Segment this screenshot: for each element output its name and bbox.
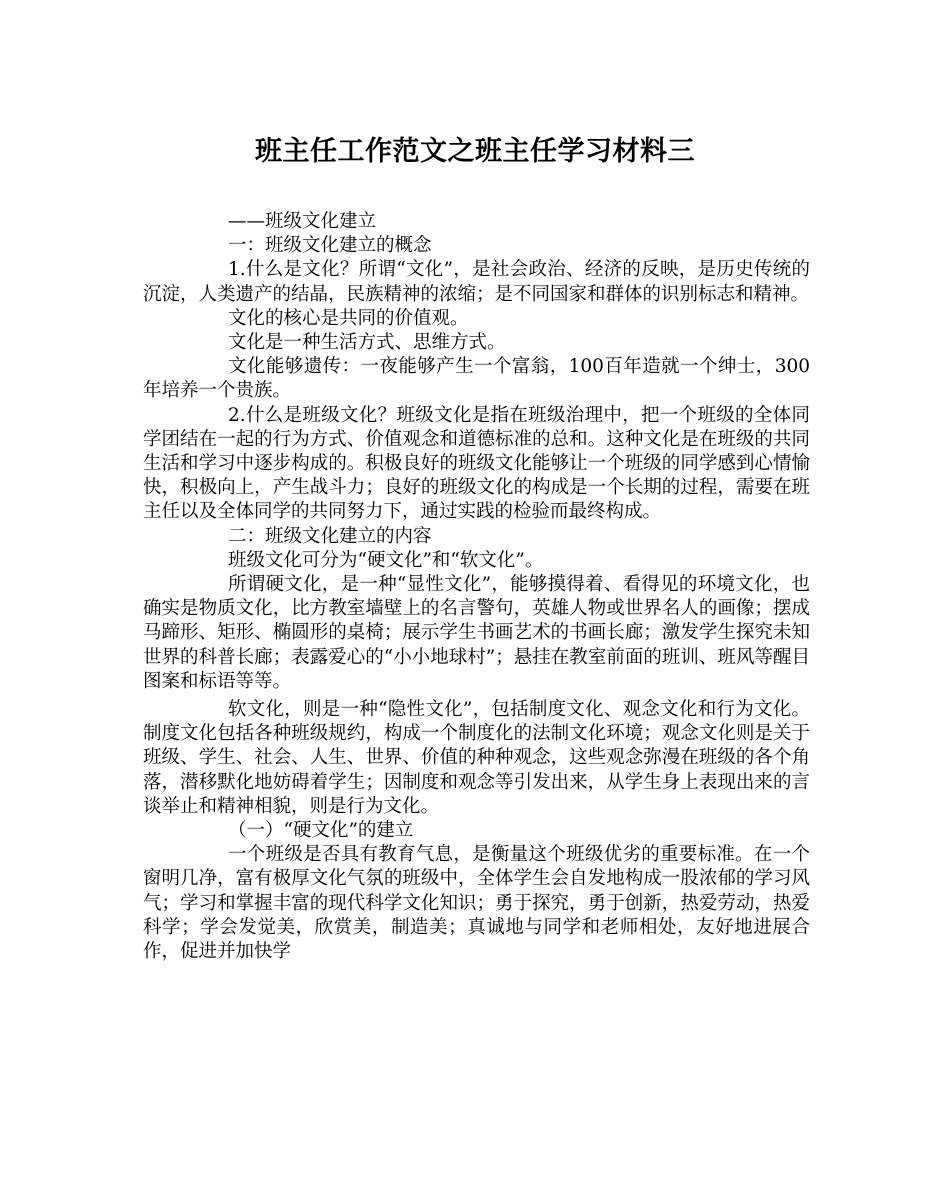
document-body (143, 210, 810, 964)
paragraph-culture-types: 班级文化可分为“硬文化”和“软文化”。 (228, 549, 544, 571)
section-heading-1: 一：班级文化建立的概念 (228, 235, 432, 257)
paragraph-what-is-culture: 1.什么是文化？所谓“文化”，是社会政治、经济的反映，是历史传统的沉淀，人类遗产的结晶，民族精神的浓缩；是不同国家和群体的识别标志和精神。 (143, 259, 810, 305)
section-heading-2: 二：班级文化建立的内容 (228, 525, 432, 547)
subsection-heading-hard-culture: （一）“硬文化”的建立 (228, 820, 414, 842)
paragraph-soft-culture: 软文化，则是一种“隐性文化”，包括制度文化、观念文化和行为文化。制度文化包括各种班级规约，构成一个制度化的法制文化环境；观念文化则是关于班级、学生、社会、人生、世界、价值的种种观念，这些观念弥漫在班级的各个角落，潜移默化地妨碍着学生；因制度和观念等引发出来，从学生身上表现出来的言谈举止和精神相貌，则是行为文化。 (143, 699, 810, 817)
paragraph-hard-culture: 所谓硬文化，是一种“显性文化”，能够摸得着、看得见的环境文化，也确实是物质文化，比方教室墙壁上的名言警句，英雄人物或世界名人的画像；摆成马蹄形、矩形、椭圆形的桌椅；展示学生书画艺术的书画长廊；激发学生探究未知世界的科普长廊；表露爱心的“小小地球村”；悬挂在教室前面的班训、班风等醒目图案和标语等等。 (143, 574, 810, 692)
paragraph-culture-inheritance: 文化能够遗传：一夜能够产生一个富翁，100百年造就一个绅士，300年培养一个贵族。 (143, 356, 810, 402)
paragraph-culture-lifestyle: 文化是一种生活方式、思维方式。 (228, 332, 506, 354)
paragraph-class-atmosphere: 一个班级是否具有教育气息，是衡量这个班级优劣的重要标准。在一个窗明几净，富有极厚文化气氛的班级中，全体学生会自发地构成一股浓郁的学习风气；学习和掌握丰富的现代科学文化知识；勇于探究，勇于创新，热爱劳动，热爱科学；学会发觉美，欣赏美，制造美；真诚地与同学和老师相处，友好地进展合作，促进并加快学 (143, 844, 810, 963)
paragraph-what-is-class-culture: 2.什么是班级文化？班级文化是指在班级治理中，把一个班级的全体同学团结在一起的行为方式、价值观念和道德标准的总和。这种文化是在班级的共同生活和学习中逐步构成的。积极良好的班级文化能够让一个班级的同学感到心情愉快，积极向上，产生战斗力；良好的班级文化的构成是一个长期的过程，需要在班主任以及全体同学的共同努力下，通过实践的检验而最终构成。 (143, 404, 810, 523)
subtitle-paragraph: ——班级文化建立 (228, 211, 377, 232)
document-title: 班主任工作范文之班主任学习材料三 (255, 136, 695, 167)
paragraph-culture-core: 文化的核心是共同的价值观。 (228, 307, 469, 329)
